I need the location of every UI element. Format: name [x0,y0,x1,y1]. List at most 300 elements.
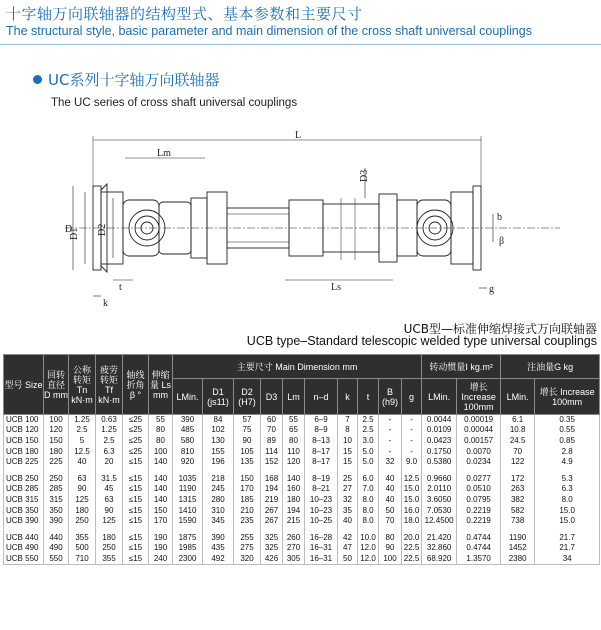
table-cell: 382 [501,495,535,506]
col-b: B (h9) [379,379,402,415]
table-row [4,415,600,426]
table-cell: 75 [234,425,261,436]
table-cell: UCB 390 [4,516,44,527]
table-cell: 27 [338,484,358,495]
col-lm: Lm [283,379,305,415]
table-cell: 68.920 [422,554,457,565]
table-cell: 2.5 [69,425,96,436]
table-cell: - [402,415,422,426]
table-cell: 42 [338,532,358,543]
table-cell: 16–28 [305,532,338,543]
table-cell: 8–9 [305,425,338,436]
table-cell: - [379,446,402,457]
svg-text:k: k [103,298,108,309]
table-cell: 140 [149,495,173,506]
table-cell: 90 [96,505,123,516]
table-cell: 21.7 [535,543,600,554]
table-cell: 180 [283,495,305,506]
table-row [4,457,600,468]
table-cell: 6.0 [358,473,379,484]
spec-table [3,354,600,565]
table-row [4,516,600,527]
table-cell: 0.2219 [457,516,501,527]
table-cell: 390 [44,516,69,527]
table-cell: 582 [501,505,535,516]
table-cell: 100 [44,415,69,426]
svg-text:Lm: Lm [157,148,171,159]
table-cell: 110 [283,446,305,457]
table-cell: 325 [261,543,283,554]
table-cell: 1590 [173,516,203,527]
table-cell: 0.2219 [457,505,501,516]
table-cell: 2300 [173,554,203,565]
table-cell: 21.420 [422,532,457,543]
table-cell: 80 [283,436,305,447]
table-cell: 10.8 [501,425,535,436]
page-title-cn: 十字轴万向联轴器的结构型式、基本参数和主要尺寸 [6,5,363,23]
svg-text:b: b [497,212,502,223]
table-cell: 255 [234,532,261,543]
table-cell: 24.5 [501,436,535,447]
table-cell: 6.1 [501,415,535,426]
table-cell: 5 [69,436,96,447]
table-cell: 0.5380 [422,457,457,468]
table-cell: 0.4744 [457,532,501,543]
table-cell: - [402,436,422,447]
table-cell: UCB 550 [4,554,44,565]
table-cell: 1190 [173,484,203,495]
table-cell: 84 [203,415,234,426]
table-cell: 267 [261,505,283,516]
table-cell: 350 [44,505,69,516]
spec-table-body [4,415,600,565]
table-cell: 0.9660 [422,473,457,484]
col-oil-inc: 增长 Increase 100mm [535,379,600,415]
table-cell: UCB 490 [4,543,44,554]
table-cell: 170 [149,516,173,527]
svg-text:t: t [119,282,122,293]
table-cell: UCB 120 [4,425,44,436]
table-cell: 0.4744 [457,543,501,554]
table-cell: ≤25 [123,446,149,457]
col-oil: 注油量G kg [501,355,600,379]
table-cell: 9.0 [402,457,422,468]
table-cell: 16–31 [305,554,338,565]
table-cell: 122 [501,457,535,468]
page-title-en: The structural style, basic parameter and main dimension of the cross shaft universal couplings [6,24,532,38]
table-cell: 105 [234,446,261,457]
table-cell: 40 [338,516,358,527]
table-cell: 355 [96,554,123,565]
table-cell: 140 [283,473,305,484]
table-cell: 8–21 [305,484,338,495]
table-cell: 3.6050 [422,495,457,506]
table-cell: ≤15 [123,543,149,554]
table-cell: 500 [69,543,96,554]
table-cell: 390 [173,415,203,426]
col-inertia-lmin: LMin. [422,379,457,415]
caption-cn: UCB型—标准伸缩焊接式万向联轴器 [403,322,597,336]
table-cell: 40 [379,484,402,495]
table-cell: 40 [379,473,402,484]
table-cell: 426 [261,554,283,565]
table-cell: 0.00019 [457,415,501,426]
table-cell: 0.0234 [457,457,501,468]
table-cell: 1.25 [69,415,96,426]
table-cell: 40 [69,457,96,468]
table-cell: 920 [173,457,203,468]
table-cell: 150 [234,473,261,484]
col-nd: n–d [305,379,338,415]
table-cell: 310 [203,505,234,516]
table-cell: 1410 [173,505,203,516]
svg-text:L: L [295,130,302,141]
table-cell: 22.5 [402,543,422,554]
table-cell: 15.0 [535,516,600,527]
table-cell: UCB 225 [4,457,44,468]
table-cell: 55 [283,415,305,426]
table-cell: 10–23 [305,495,338,506]
table-cell: 0.00157 [457,436,501,447]
table-cell: 6–9 [305,415,338,426]
table-cell: ≤25 [123,415,149,426]
svg-text:D2: D2 [97,223,108,236]
table-cell: 102 [203,425,234,436]
table-cell: 8–13 [305,436,338,447]
table-cell: 0.00044 [457,425,501,436]
table-cell: 0.55 [535,425,600,436]
table-cell: 1.3570 [457,554,501,565]
table-row [4,436,600,447]
table-cell: UCB 100 [4,415,44,426]
table-row [4,554,600,565]
table-cell: 580 [173,436,203,447]
table-cell: 263 [501,484,535,495]
table-cell: 1.25 [96,425,123,436]
table-cell: 152 [261,457,283,468]
table-cell: - [402,446,422,457]
svg-text:Ls: Ls [331,282,341,293]
table-cell: 235 [234,516,261,527]
table-cell: 285 [44,484,69,495]
table-row [4,473,600,484]
table-cell: 2.5 [96,436,123,447]
table-cell: 390 [203,532,234,543]
table-row [4,532,600,543]
table-cell: 80 [149,436,173,447]
col-tf: 疲劳转矩 Tf kN·m [96,355,123,415]
caption-en: UCB type–Standard telescopic welded type universal couplings [246,334,597,348]
table-cell: UCB 440 [4,532,44,543]
table-cell: 155 [203,446,234,457]
table-cell: 180 [44,446,69,457]
table-cell: 120 [283,457,305,468]
table-cell: 245 [203,484,234,495]
table-cell: 70 [261,425,283,436]
table-cell: 32.860 [422,543,457,554]
table-cell: 325 [261,532,283,543]
table-cell: 8.0 [535,495,600,506]
table-cell: 215 [283,516,305,527]
table-cell: 12.0 [358,554,379,565]
table-cell: ≤15 [123,457,149,468]
table-cell: ≤15 [123,484,149,495]
table-cell: 270 [283,543,305,554]
table-row [4,484,600,495]
table-cell: 2.0110 [422,484,457,495]
table-cell: 20.0 [402,532,422,543]
table-cell: 89 [261,436,283,447]
col-lmin: LMin. [173,379,203,415]
col-oil-lmin: LMin. [501,379,535,415]
table-cell: 0.0109 [422,425,457,436]
table-cell: 8–17 [305,457,338,468]
table-cell: 100 [379,554,402,565]
table-cell: 490 [44,543,69,554]
table-cell: 1985 [173,543,203,554]
table-cell: 70 [379,516,402,527]
col-main-dim: 主要尺寸 Main Dimension mm [173,355,422,379]
table-cell: 35 [338,505,358,516]
table-cell: 1315 [173,495,203,506]
svg-text:D1: D1 [69,227,80,240]
table-cell: 1035 [173,473,203,484]
table-cell: 125 [69,495,96,506]
table-cell: 440 [44,532,69,543]
table-cell: 194 [261,484,283,495]
table-cell: 63 [69,473,96,484]
table-cell: UCB 285 [4,484,44,495]
col-d2: D2 (H7) [234,379,261,415]
table-cell: ≤15 [123,473,149,484]
svg-text:D3: D3 [359,169,370,182]
table-cell: 15.0 [402,484,422,495]
table-cell: UCB 250 [4,473,44,484]
table-cell: 80 [379,532,402,543]
table-cell: 100 [149,446,173,457]
table-cell: 45 [96,484,123,495]
table-cell: 0.35 [535,415,600,426]
table-cell: 12.0 [358,543,379,554]
table-cell: 225 [44,457,69,468]
table-cell: 315 [44,495,69,506]
table-cell: 40 [379,495,402,506]
table-cell: 0.0070 [457,446,501,457]
table-cell: 90 [69,484,96,495]
table-cell: 16.0 [402,505,422,516]
table-cell: 12.5 [402,473,422,484]
table-cell: 190 [149,532,173,543]
table-cell: 47 [338,543,358,554]
table-cell: 34 [535,554,600,565]
table-cell: ≤25 [123,425,149,436]
header-divider [0,44,601,45]
table-cell: ≤25 [123,436,149,447]
section-title-cn: UC系列十字轴万向联轴器 [48,71,220,89]
table-cell: 8–17 [305,446,338,457]
table-cell: 345 [203,516,234,527]
table-cell: 180 [96,532,123,543]
table-cell: 4.9 [535,457,600,468]
table-cell: 15 [338,457,358,468]
table-cell: 20 [96,457,123,468]
table-cell: 7.0 [358,484,379,495]
table-cell: 2.8 [535,446,600,457]
table-cell: 135 [234,457,261,468]
table-cell: 250 [69,516,96,527]
col-inertia-inc: 增长 Increase 100mm [457,379,501,415]
table-cell: 65 [283,425,305,436]
table-cell: 8.0 [358,505,379,516]
table-cell: UCB 315 [4,495,44,506]
col-inertia: 转动惯量I kg.m² [422,355,501,379]
table-cell: 18.0 [402,516,422,527]
table-cell: 8 [338,425,358,436]
table-cell: - [379,415,402,426]
table-cell: 0.0044 [422,415,457,426]
table-cell: 8.0 [358,495,379,506]
col-d: 回转直径 D mm [44,355,69,415]
table-cell: 8.0 [358,516,379,527]
table-cell: 12.5 [69,446,96,457]
table-cell: 16–31 [305,543,338,554]
table-cell: 0.85 [535,436,600,447]
svg-text:D: D [65,224,73,235]
col-g: g [402,379,422,415]
table-cell: 60 [261,415,283,426]
table-cell: 492 [203,554,234,565]
table-cell: 160 [283,484,305,495]
table-cell: 140 [149,457,173,468]
col-k: k [338,379,358,415]
col-ls: 伸缩量 Ls mm [149,355,173,415]
table-row [4,505,600,516]
table-cell: 5.3 [535,473,600,484]
table-row [4,543,600,554]
table-cell: 810 [173,446,203,457]
table-cell: ≤15 [123,495,149,506]
section-title-en: The UC series of cross shaft universal couplings [51,97,298,109]
table-cell: 80 [149,425,173,436]
table-cell: 168 [261,473,283,484]
table-cell: 140 [149,473,173,484]
table-cell: 55 [149,415,173,426]
table-cell: 7 [338,415,358,426]
table-cell: 738 [501,516,535,527]
table-cell: 70 [501,446,535,457]
table-cell: 10.0 [358,532,379,543]
col-tn: 公称转矩 Tn kN·m [69,355,96,415]
table-cell: 15.0 [402,495,422,506]
table-cell: 8–19 [305,473,338,484]
table-cell: - [402,425,422,436]
table-cell: UCB 350 [4,505,44,516]
table-cell: 5.0 [358,446,379,457]
table-cell: 0.0277 [457,473,501,484]
table-cell: 0.0795 [457,495,501,506]
table-cell: 0.0510 [457,484,501,495]
table-cell: 219 [261,495,283,506]
col-t: t [358,379,379,415]
table-cell: 12.4500 [422,516,457,527]
table-cell: 32 [379,457,402,468]
coupling-drawing [55,128,565,318]
table-cell: 435 [203,543,234,554]
table-cell: 6.3 [96,446,123,457]
table-cell: 90 [379,543,402,554]
table-cell: 275 [234,543,261,554]
table-cell: UCB 150 [4,436,44,447]
table-cell: 355 [69,532,96,543]
table-row [4,446,600,457]
table-cell: - [379,425,402,436]
table-cell: 305 [283,554,305,565]
table-cell: 210 [234,505,261,516]
table-cell: 22.5 [402,554,422,565]
table-cell: 10–23 [305,505,338,516]
table-cell: 90 [234,436,261,447]
table-cell: 196 [203,457,234,468]
table-cell: 550 [44,554,69,565]
table-cell: 710 [69,554,96,565]
table-cell: 150 [44,436,69,447]
table-cell: 21.7 [535,532,600,543]
table-cell: 1452 [501,543,535,554]
table-cell: 240 [149,554,173,565]
table-cell: 250 [96,543,123,554]
table-cell: 25 [338,473,358,484]
table-cell: ≤15 [123,532,149,543]
table-cell: 267 [261,516,283,527]
table-cell: 2.5 [358,415,379,426]
table-cell: - [379,436,402,447]
table-cell: 2.5 [358,425,379,436]
table-cell: 31.5 [96,473,123,484]
table-cell: 320 [234,554,261,565]
col-beta: 轴线折角 β ° [123,355,149,415]
table-cell: 10 [338,436,358,447]
table-cell: 1190 [501,532,535,543]
bullet-icon [33,75,42,84]
table-cell: 180 [69,505,96,516]
table-cell: 1875 [173,532,203,543]
table-cell: 218 [203,473,234,484]
table-cell: 3.0 [358,436,379,447]
table-cell: 50 [379,505,402,516]
table-cell: 170 [234,484,261,495]
table-cell: 63 [96,495,123,506]
table-cell: 280 [203,495,234,506]
table-cell: 130 [203,436,234,447]
table-cell: 172 [501,473,535,484]
table-row [4,495,600,506]
table-cell: 2380 [501,554,535,565]
table-cell: UCB 180 [4,446,44,457]
table-cell: 7.0530 [422,505,457,516]
svg-text:g: g [489,284,494,295]
table-cell: 50 [338,554,358,565]
table-cell: 15.0 [535,505,600,516]
table-cell: 194 [283,505,305,516]
table-cell: 10–25 [305,516,338,527]
table-cell: 57 [234,415,261,426]
table-cell: 0.0423 [422,436,457,447]
table-cell: 250 [44,473,69,484]
col-model: 型号 Size [4,355,44,415]
table-cell: 185 [234,495,261,506]
table-cell: 150 [149,505,173,516]
table-cell: 125 [96,516,123,527]
